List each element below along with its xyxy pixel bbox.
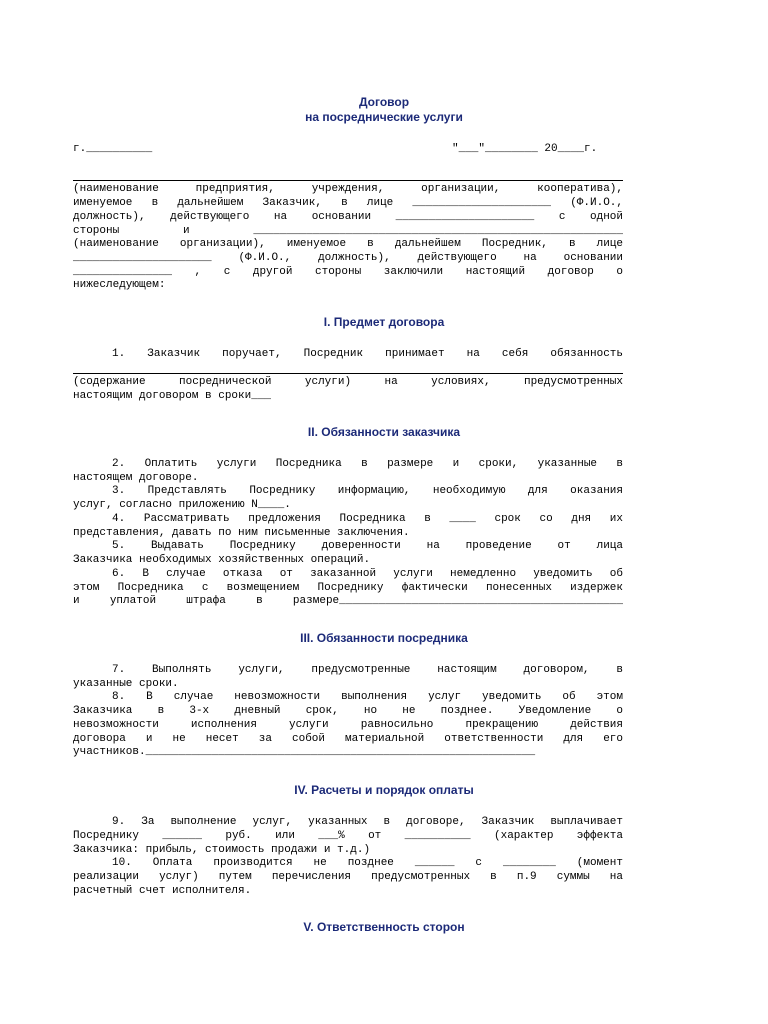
- clause-line: 5. Выдавать Посреднику доверенности на проведение от лица: [112, 540, 623, 552]
- clause-line: и уплатой штрафа в размере___________________________________________: [73, 595, 623, 607]
- clause-line: Заказчика: прибыль, стоимость продажи и т.д.): [73, 844, 371, 856]
- clause-line: Посреднику ______ руб. или ___% от __________ (характер эффекта: [73, 830, 623, 842]
- clause-line: 3. Представлять Посреднику информацию, необходимую для оказания: [112, 485, 623, 497]
- clause-line: реализации услуг) путем перечисления предусмотренных в п.9 суммы на: [73, 871, 623, 883]
- clause-line: 6. В случае отказа от заказанной услуги немедленно уведомить об: [112, 568, 623, 580]
- clause-line: 7. Выполнять услуги, предусмотренные настоящим договором, в: [112, 664, 623, 676]
- clause-line: указанные сроки.: [73, 678, 179, 690]
- blank-line-rule: [73, 373, 623, 374]
- clause-line: договора и не несет за собой материальной ответственности для его: [73, 733, 623, 745]
- preamble-line: нижеследующем:: [73, 279, 166, 291]
- preamble-line: (наименование предприятия, учреждения, организации, кооператива),: [73, 183, 623, 195]
- preamble-line: стороны и ________________________________________________________: [73, 225, 623, 237]
- section-heading-payments: IV. Расчеты и порядок оплаты: [294, 783, 474, 797]
- blank-line-rule: [73, 180, 623, 181]
- clause-line: Заказчика в 3-х дневный срок, но не позднее. Уведомление о: [73, 705, 623, 717]
- clause-line: 10. Оплата производится не позднее ______ с ________ (момент: [112, 857, 623, 869]
- clause-line: расчетный счет исполнителя.: [73, 885, 252, 897]
- date-field: "___"________ 20____г.: [452, 143, 598, 155]
- preamble-line: должность), действующего на основании _____________________ с одной: [73, 211, 623, 223]
- document-subtitle: на посреднические услуги: [305, 110, 463, 124]
- clause-line: настоящем договоре.: [73, 472, 199, 484]
- clause-line: 2. Оплатить услуги Посредника в размере и сроки, указанные в: [112, 458, 623, 470]
- section-heading-liability: V. Ответственность сторон: [303, 920, 465, 934]
- clause-line: 8. В случае невозможности выполнения услуг уведомить об этом: [112, 691, 623, 703]
- clause-line: (содержание посреднической услуги) на условиях, предусмотренных: [73, 376, 623, 388]
- clause-line: участников.___________________________________________________________: [73, 746, 536, 758]
- clause-line: 9. За выполнение услуг, указанных в договоре, Заказчик выплачивает: [112, 816, 623, 828]
- clause-line: представления, давать по ним письменные заключения.: [73, 527, 410, 539]
- preamble-line: (наименование организации), именуемое в дальнейшем Посредник, в лице: [73, 238, 623, 250]
- place-field: г.__________: [73, 143, 153, 155]
- preamble-line: именуемое в дальнейшем Заказчик, в лице _____________________ (Ф.И.О.,: [73, 197, 623, 209]
- clause-line: невозможности исполнения услуги равносильно прекращению действия: [73, 719, 623, 731]
- preamble-line: _______________ , с другой стороны заключили настоящий договор о: [73, 266, 623, 278]
- clause-line: настоящим договором в сроки___: [73, 390, 272, 402]
- clause-line: 1. Заказчик поручает, Посредник принимает на себя обязанность: [112, 348, 623, 360]
- clause-line: Заказчика необходимых хозяйственных операций.: [73, 554, 371, 566]
- section-heading-customer-duties: II. Обязанности заказчика: [307, 425, 461, 439]
- clause-line: 4. Рассматривать предложения Посредника в ____ срок со дня их: [112, 513, 623, 525]
- clause-line: этом Посредника с возмещением Посреднику фактически понесенных издержек: [73, 582, 623, 594]
- document-title: Договор: [358, 95, 410, 109]
- section-heading-subject: I. Предмет договора: [323, 315, 445, 329]
- section-heading-agent-duties: III. Обязанности посредника: [300, 631, 468, 645]
- clause-line: услуг, согласно приложению N____.: [73, 499, 291, 511]
- preamble-line: _____________________ (Ф.И.О., должность), действующего на основании: [73, 252, 623, 264]
